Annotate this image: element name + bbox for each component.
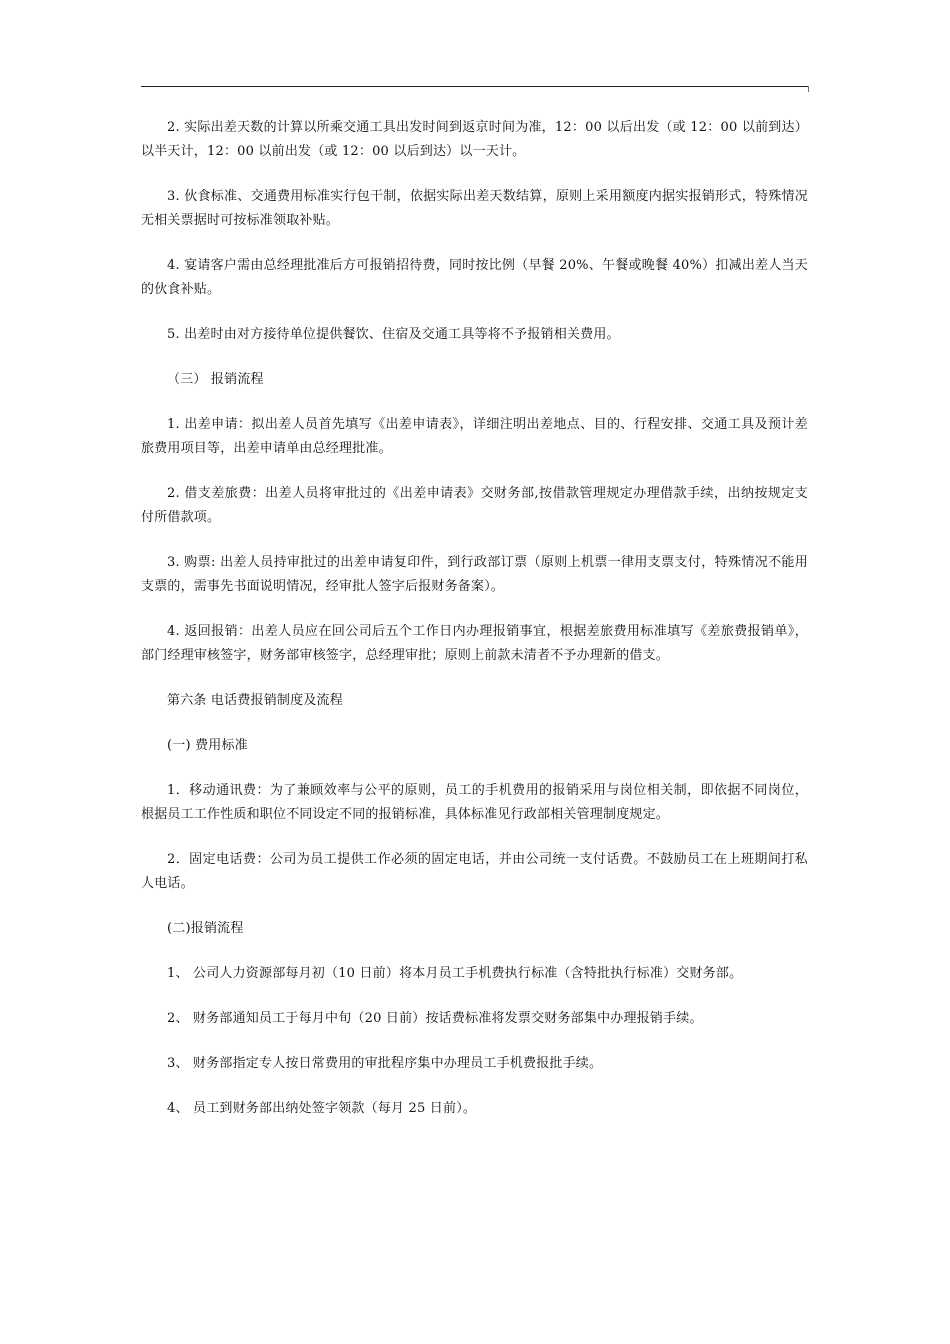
paragraph: 2．固定电话费：公司为员工提供工作必须的固定电话，并由公司统一支付话费。不鼓励员工在上班期间打私人电话。 [141, 852, 808, 891]
list-item: 1、 公司人力资源部每月初（10 日前）将本月员工手机费执行标准（含特批执行标准）交财务部。 [167, 966, 743, 981]
document-body [141, 116, 808, 1142]
paragraph: 5. 出差时由对方接待单位提供餐饮、住宿及交通工具等将不予报销相关费用。 [167, 327, 620, 342]
list-item: 2、 财务部通知员工于每月中旬（20 日前）按话费标准将发票交财务部集中办理报销手续。 [167, 1011, 703, 1026]
header-rule-end-mark [808, 86, 809, 92]
paragraph: 2. 实际出差天数的计算以所乘交通工具出发时间到返京时间为准，12：00 以后出发（或 12：00 以前到达）以半天计，12：00 以前出发（或 12：00 以后到达）以一天计。 [141, 120, 808, 159]
paragraph: 1．移动通讯费：为了兼顾效率与公平的原则，员工的手机费用的报销采用与岗位相关制，即依据不同岗位，根据员工工作性质和职位不同设定不同的报销标准，具体标准见行政部相关管理制度规定。 [141, 783, 808, 822]
article-heading: 第六条 电话费报销制度及流程 [167, 693, 343, 708]
list-item: 4、 员工到财务部出纳处签字领款（每月 25 日前）。 [167, 1101, 477, 1116]
section-heading: (二)报销流程 [167, 921, 244, 936]
paragraph: 2. 借支差旅费：出差人员将审批过的《出差申请表》交财务部,按借款管理规定办理借款手续，出纳按规定支付所借款项。 [141, 486, 808, 525]
section-heading: （三） 报销流程 [167, 372, 264, 387]
section-heading: (一) 费用标准 [167, 738, 248, 753]
paragraph: 3. 购票: 出差人员持审批过的出差申请复印件，到行政部订票（原则上机票一律用支票支付，特殊情况不能用支票的，需事先书面说明情况，经审批人签字后报财务备案）。 [141, 555, 808, 594]
paragraph: 4. 宴请客户需由总经理批准后方可报销招待费，同时按比例（早餐 20%、午餐或晚餐 40%）扣减出差人当天的伙食补贴。 [141, 258, 808, 297]
paragraph: 3. 伙食标准、交通费用标准实行包干制，依据实际出差天数结算，原则上采用额度内据实报销形式，特殊情况无相关票据时可按标准领取补贴。 [141, 189, 808, 228]
list-item: 3、 财务部指定专人按日常费用的审批程序集中办理员工手机费报批手续。 [167, 1056, 603, 1071]
header-rule [141, 86, 808, 87]
paragraph: 4. 返回报销：出差人员应在回公司后五个工作日内办理报销事宜，根据差旅费用标准填写《差旅费报销单》，部门经理审核签字，财务部审核签字，总经理审批；原则上前款未清者不予办理新的借支。 [141, 624, 808, 663]
paragraph: 1. 出差申请：拟出差人员首先填写《出差申请表》，详细注明出差地点、目的、行程安排、交通工具及预计差旅费用项目等，出差申请单由总经理批准。 [141, 417, 808, 456]
